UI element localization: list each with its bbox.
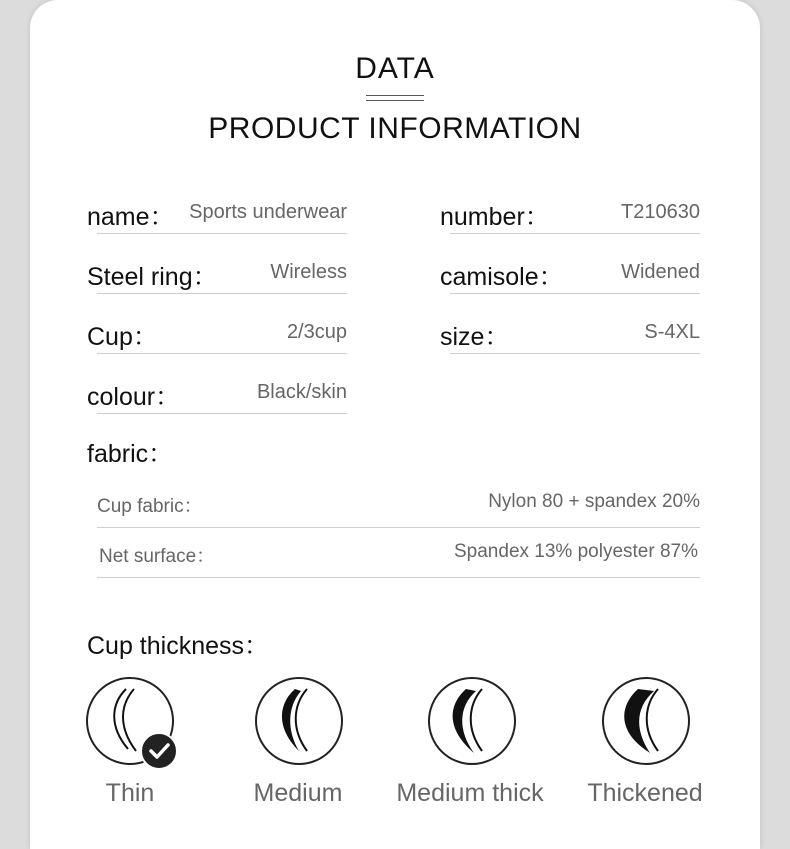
cup-thickened-icon — [602, 677, 690, 765]
field-value: Sports underwear — [189, 201, 347, 223]
field-rule — [97, 353, 347, 354]
cup-option-label: Thin — [105, 779, 155, 807]
fabric-heading: fabric： — [87, 440, 174, 468]
field-number — [440, 197, 700, 231]
fabric-row-value: Nylon 80 + spandex 20% — [488, 491, 700, 512]
field-size — [440, 317, 700, 351]
field-name — [87, 197, 347, 231]
field-colour — [87, 377, 347, 411]
fabric-row-cup — [97, 491, 700, 521]
selected-check-icon — [140, 732, 178, 770]
fabric-row-label: Cup fabric： — [97, 496, 203, 517]
field-rule — [450, 233, 700, 234]
field-rule — [97, 233, 347, 234]
field-label: name： — [87, 203, 175, 231]
field-rule — [97, 293, 347, 294]
cup-option-thin[interactable] — [40, 677, 220, 817]
field-value: 2/3cup — [286, 321, 347, 343]
field-label: colour： — [87, 383, 181, 411]
field-label: number： — [440, 203, 550, 231]
field-label: camisole： — [440, 263, 564, 291]
cup-option-label: Medium — [253, 779, 343, 807]
field-label: size： — [440, 323, 510, 351]
cup-thickness-heading: Cup thickness： — [87, 632, 270, 660]
cup-option-thickened[interactable] — [555, 677, 735, 817]
cup-option-label: Medium thick — [396, 779, 544, 807]
fabric-row-value: Spandex 13% polyester 87% — [454, 541, 698, 562]
fabric-row-label: Net surface： — [99, 546, 216, 567]
fabric-row-rule — [97, 527, 700, 528]
field-rule — [97, 413, 347, 414]
field-steel-ring — [87, 257, 347, 291]
section-subtitle: PRODUCT INFORMATION — [208, 112, 582, 145]
field-label: Steel ring： — [87, 263, 218, 291]
cup-option-medium[interactable] — [208, 677, 388, 817]
fabric-row-rule — [97, 577, 700, 578]
field-label: Cup： — [87, 323, 158, 351]
field-value: Wireless — [270, 261, 347, 283]
field-value: Black/skin — [256, 381, 347, 403]
section-title: DATA — [355, 52, 435, 85]
cup-option-label: Thickened — [587, 779, 703, 807]
field-cup — [87, 317, 347, 351]
field-camisole — [440, 257, 700, 291]
title-divider — [366, 95, 424, 101]
field-value: T210630 — [621, 201, 700, 223]
cup-medium-icon — [255, 677, 343, 765]
field-value: S-4XL — [644, 321, 700, 343]
fabric-row-net — [97, 541, 700, 571]
field-rule — [450, 353, 700, 354]
field-value: Widened — [621, 261, 700, 283]
cup-medium-thick-icon — [428, 677, 516, 765]
cup-option-medium-thick[interactable] — [380, 677, 560, 817]
field-rule — [450, 293, 700, 294]
